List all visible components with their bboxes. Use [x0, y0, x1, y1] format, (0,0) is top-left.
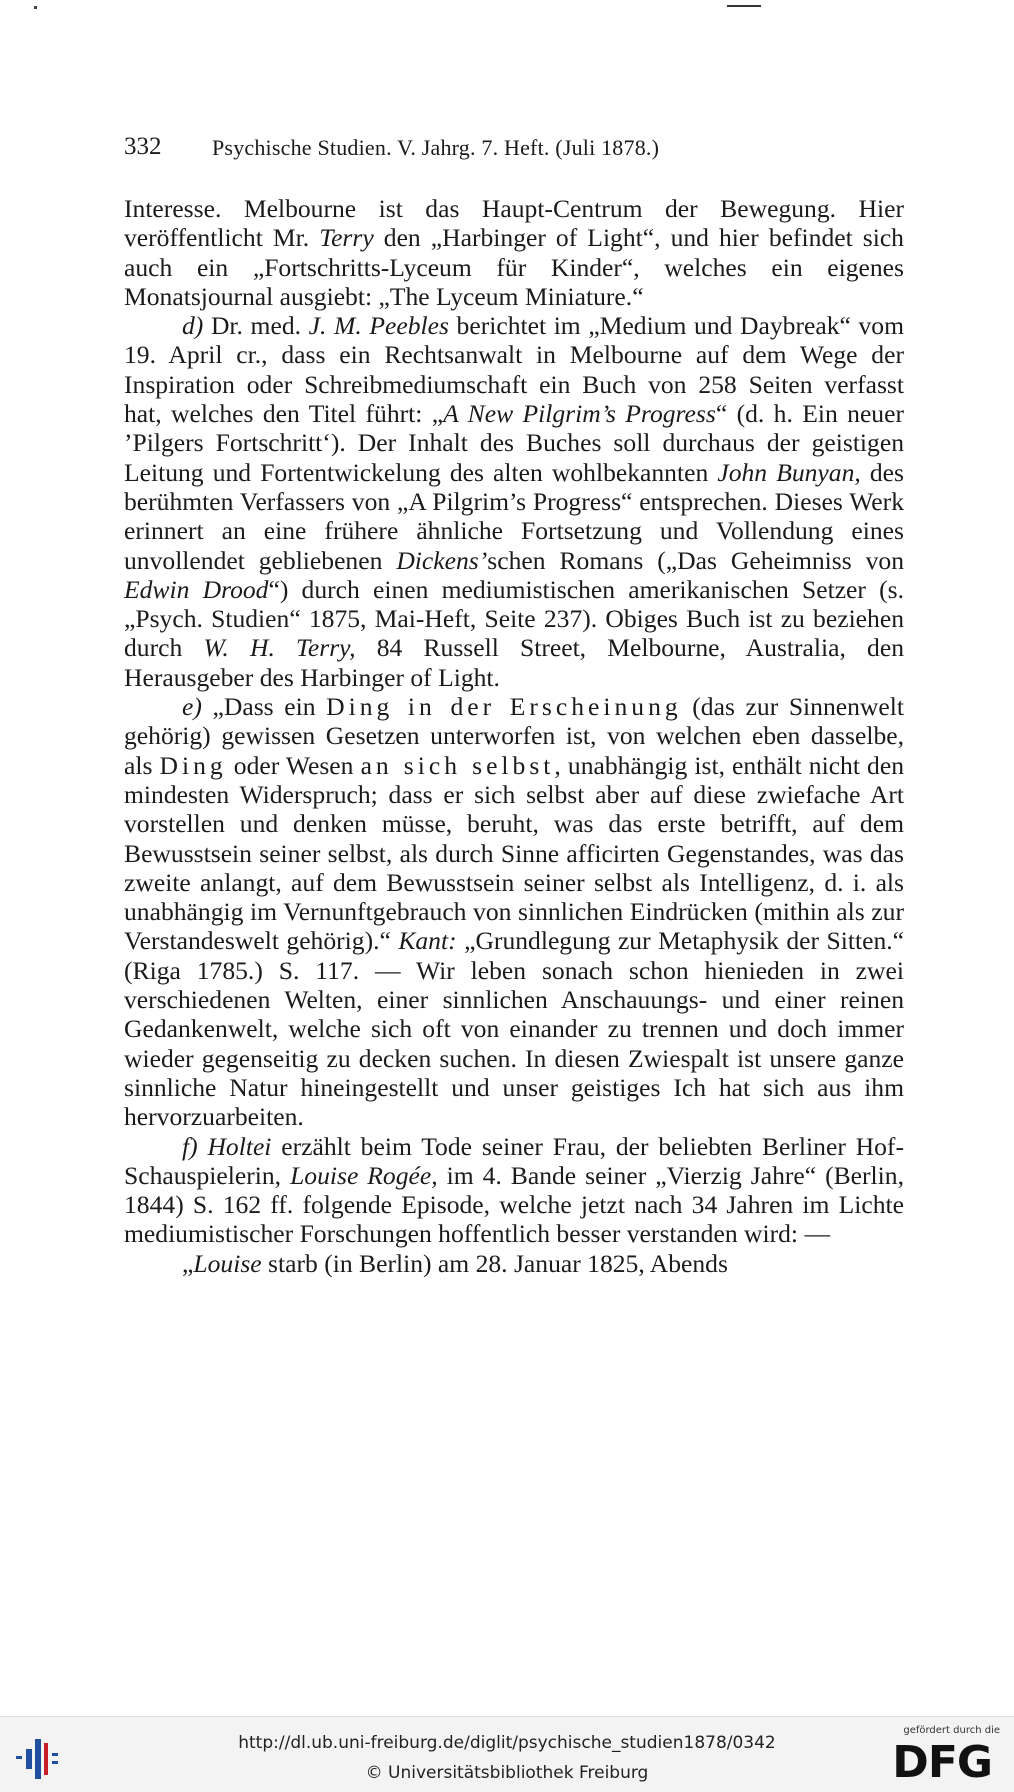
running-head: Psychische Studien. V. Jahrg. 7. Heft. (Juli 1878.) — [212, 135, 660, 160]
dfg-logo: DFG — [892, 1737, 992, 1788]
text-run: Louise — [193, 1248, 262, 1278]
funding-note: gefördert durch die — [903, 1725, 1000, 1736]
body-text — [124, 194, 904, 1278]
text-run: an sich selbst — [360, 750, 555, 780]
copyright-notice: © Universitätsbibliothek Freiburg — [365, 1763, 649, 1783]
text-run: Interesse. Melbourne ist das Haupt-Centrum der Bewegung. Hier veröffentlicht Mr. — [124, 194, 904, 253]
text-run: des berühmten Verfassers von „A Pilgrim’s Progress“ entsprechen. Dieses Werk erinnert an eine frühere ähnliche Fortsetzung und Vollendung eines unvollendet gebliebenen — [124, 457, 904, 575]
text-run: f) Holtei — [182, 1131, 272, 1161]
text-run: Edwin Drood — [124, 574, 269, 604]
text-run: J. M. Peebles — [308, 311, 449, 341]
text-run: , unabhängig ist, enthält nicht den mindesten Widerspruch; dass er sich selbst aber auf diese zwiefache Art vorstellen und denken müsse, beruht, was das erste betrifft, auf dem Bewusstsein seiner selbst, als durch Sinne afficirten Gegenstandes, was das zweite anlangt, auf dem Bewusstsein seiner selbst als Intelligenz, d. i. als unabhängig im Vernunftgebrauch von sinnlichen Eindrücken (mithin als zur Verstandeswelt gehörig).“ — [124, 750, 904, 956]
footer-bar — [0, 1716, 1014, 1792]
text-run: Terry — [319, 223, 374, 253]
text-run: „Dass ein — [201, 692, 327, 722]
text-run: „ — [182, 1248, 194, 1278]
text-run: e) — [182, 692, 202, 722]
paragraph — [124, 1132, 904, 1249]
text-run: Kant: — [398, 926, 457, 956]
text-run: im 4. Bande seiner „Vierzig Jahre“ (Berlin, 1844) S. 162 ff. folgende Episode, welche jetzt nach 34 Jahren im Lichte mediumistischer Forschungen hoffentlich besser verstanden wird: — — [124, 1160, 904, 1249]
source-url[interactable]: http://dl.ub.uni-freiburg.de/diglit/psychische_studien1878/0342 — [238, 1733, 776, 1753]
text-run: starb (in Berlin) am 28. Januar 1825, Abends — [261, 1248, 728, 1278]
text-run: 84 Russell Street, Melbourne, Australia, den Herausgeber des Harbinger of Light. — [124, 633, 905, 692]
text-run: Ding — [159, 750, 227, 780]
scan-speck — [34, 6, 37, 9]
text-run: oder Wesen — [226, 750, 361, 780]
text-run: erzählt beim Tode seiner Frau, der beliebten Berliner Hof-Schauspielerin, — [124, 1131, 904, 1190]
paragraph — [124, 1249, 904, 1278]
text-run: Ding in der Erscheinung — [326, 692, 682, 722]
text-run: John Bunyan, — [717, 457, 861, 487]
page-number: 332 — [124, 133, 162, 160]
text-run: den „Harbinger of Light“, und hier befindet sich auch ein „Fortschritts-Lyceum für Kinder“, welches ein eigenes Monatsjournal ausgiebt: „The Lyceum Miniature.“ — [124, 223, 904, 311]
text-run: Dr. med. — [203, 311, 309, 341]
text-run: Dickens’ — [396, 545, 488, 575]
text-run: (das zur Sinnenwelt gehörig) gewissen Gesetzen unterworfen ist, von welchen eben dasselbe, als — [124, 692, 904, 780]
paragraph — [124, 692, 904, 1131]
text-run: berichtet im „Medium und Daybreak“ vom 19. April cr., dass ein Rechtsanwalt in Melbourne auf dem Wege der Inspiration oder Schreibmediumschaft ein Buch von 258 Seiten verfasst hat, welches den Titel führt: „ — [124, 311, 904, 429]
text-run: W. H. Terry, — [203, 633, 356, 663]
text-run: “) durch einen mediumistischen amerikanischen Setzer (s. „Psych. Studien“ 1875, Mai-Heft, Seite 237). Obiges Buch ist zu beziehen durch — [124, 574, 905, 663]
paragraph — [124, 194, 904, 311]
text-run: „Grundlegung zur Metaphysik der Sitten.“ (Riga 1785.) S. 117. — Wir leben sonach schon hienieden in zwei verschiedenen Welten, einer sinnlichen Anschauungs- und einer reinen Gedankenwelt, welche sich oft von einander zu trennen und doch immer wieder gegenseitig zu decken suchen. In diesen Zwiespalt ist unsere ganze sinnliche Natur hineingestellt und unser geistiges Ich hat sich aus ihm hervorzuarbeiten. — [124, 926, 904, 1132]
text-run: A New Pilgrim’s Progress — [443, 399, 716, 429]
scan-dash — [727, 5, 761, 7]
text-run: Louise Rogée, — [290, 1160, 438, 1190]
text-run: “ (d. h. Ein neuer ’Pilgers Fortschritt‘). Der Inhalt des Buches soll durchaus der geistigen Leitung und Fortentwickelung des alten wohlbekannten — [124, 399, 904, 487]
text-run: d) — [182, 311, 204, 341]
paragraph — [124, 311, 904, 692]
text-run: schen Romans („Das Geheimniss von — [487, 545, 904, 575]
